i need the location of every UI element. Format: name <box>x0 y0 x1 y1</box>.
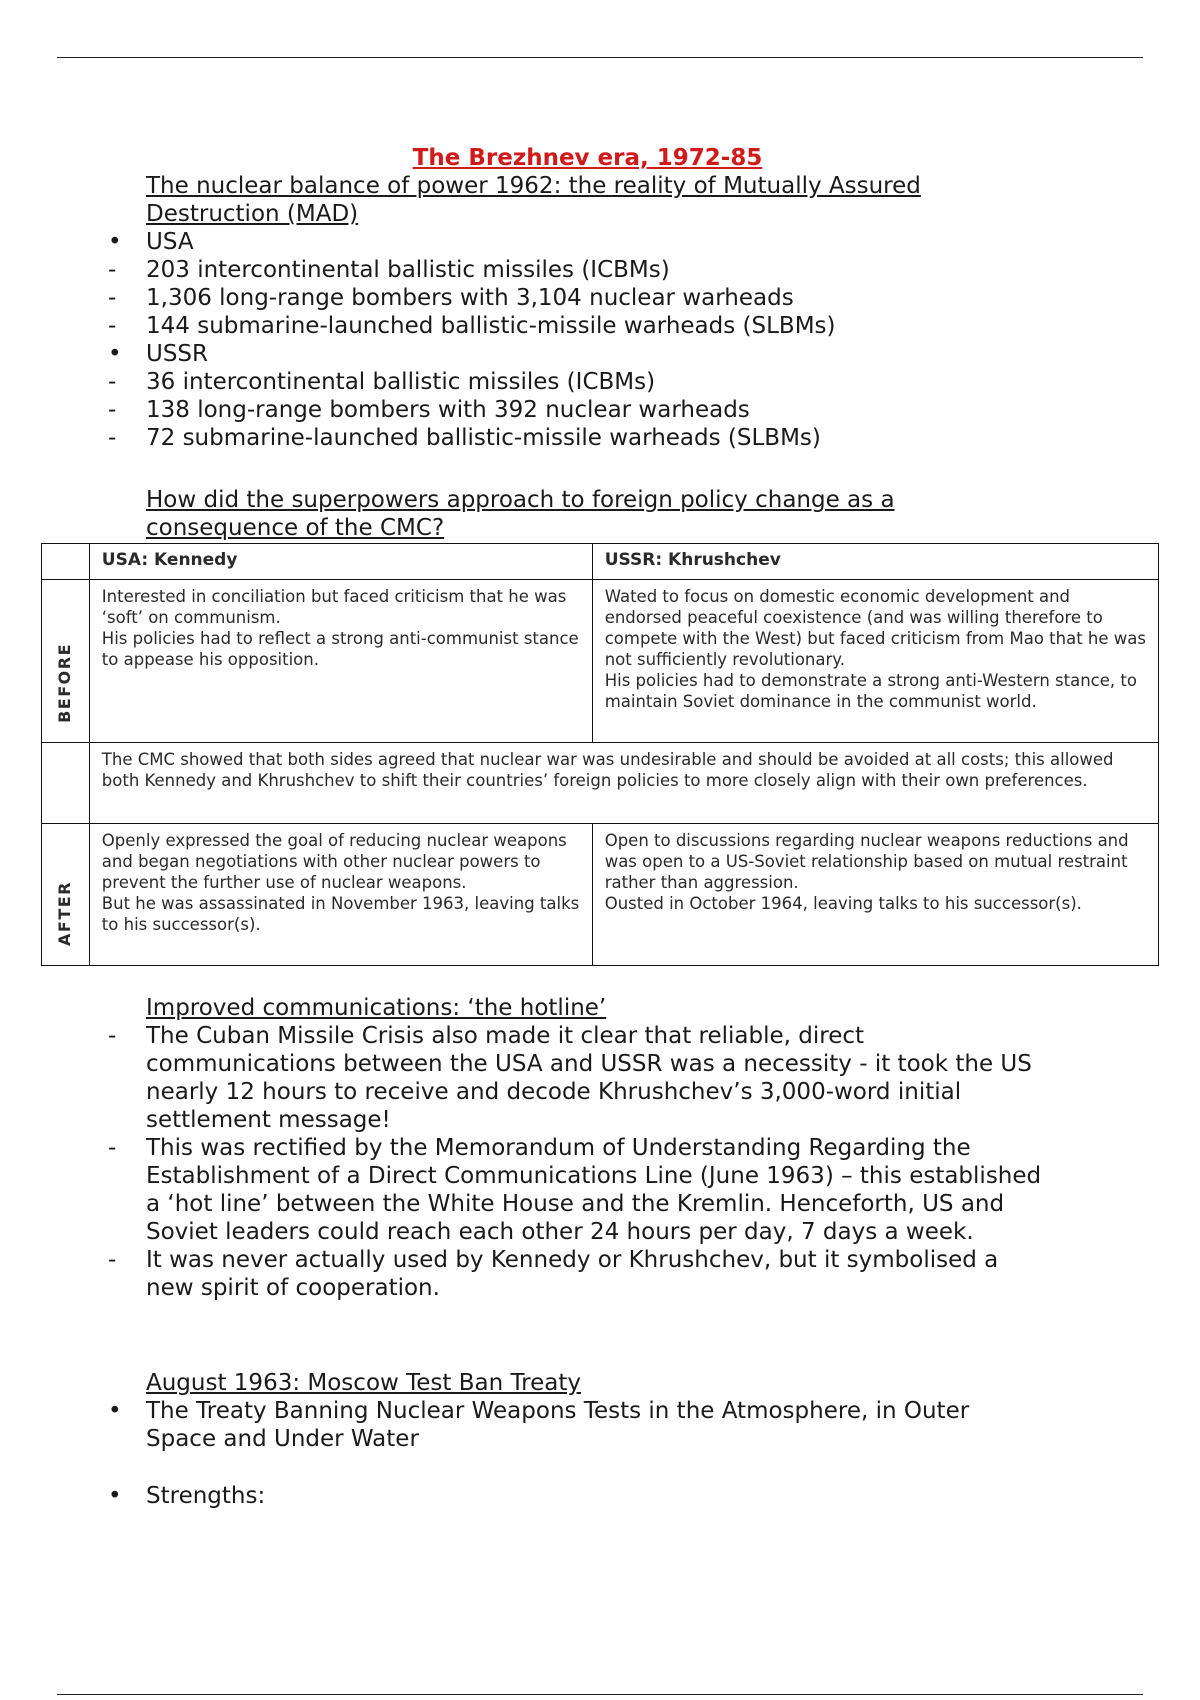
table-header-row <box>42 544 1159 580</box>
list-item-ussr: • USSR <box>108 341 209 367</box>
bullet-marker: • <box>108 229 122 255</box>
table-row-before <box>42 580 1159 743</box>
nuclear-balance-heading-line1: The nuclear balance of power 1962: the reality of Mutually Assured <box>146 173 921 199</box>
dash-marker: - <box>108 257 117 283</box>
test-ban-heading: August 1963: Moscow Test Ban Treaty <box>146 1370 581 1396</box>
list-item: - 36 intercontinental ballistic missiles (ICBMs) <box>108 369 656 395</box>
bullet-marker: • <box>108 1398 122 1424</box>
list-item: - 138 long-range bombers with 392 nuclear warheads <box>108 397 750 423</box>
table-row-after <box>42 824 1159 966</box>
list-item: - This was rectified by the Memorandum of Understanding Regarding the Establishment of a Direct Communications Line (June 1963) – this established a ‘hot line’ between the White House and the Kremlin. Henceforth, US and Soviet leaders could reach each other 24 hours per day, 7 days a week. <box>108 1135 1042 1245</box>
policy-change-heading-line2: consequence of the CMC? <box>146 515 445 541</box>
list-item: - It was never actually used by Kennedy or Khrushchev, but it symbolised a new spirit of cooperation. <box>108 1247 999 1301</box>
cell-after-ussr: Open to discussions regarding nuclear weapons reductions and was open to a US-Soviet relationship based on mutual restraint rather than aggression. Ousted in October 1964, leaving talks to his successor(s). <box>592 824 1158 966</box>
dash-marker: - <box>108 425 117 451</box>
hotline-heading: Improved communications: ‘the hotline’ <box>146 995 607 1021</box>
table-corner-cell <box>42 544 90 580</box>
dash-marker: - <box>108 1135 117 1161</box>
document-title: The Brezhnev era, 1972-85 <box>412 145 763 171</box>
list-item: - 144 submarine-launched ballistic-missile warheads (SLBMs) <box>108 313 836 339</box>
column-header-usa: USA: Kennedy <box>89 544 592 580</box>
list-item: - 1,306 long-range bombers with 3,104 nuclear warheads <box>108 285 794 311</box>
cell-before-ussr: Wated to focus on domestic economic development and endorsed peaceful coexistence (and was willing therefore to compete with the West) but faced criticism from Mao that he was not sufficiently revolutionary. His policies had to demonstrate a strong anti-Western stance, to maintain Soviet dominance in the communist world. <box>592 580 1158 743</box>
dash-marker: - <box>108 369 117 395</box>
list-item: - The Cuban Missile Crisis also made it clear that reliable, direct communications between the USA and USSR was a necessity - it took the US nearly 12 hours to receive and decode Khrushchev’s 3,000-word initial settlement message! <box>108 1023 1032 1133</box>
table-row-middle <box>42 743 1159 824</box>
list-item: - 203 intercontinental ballistic missiles (ICBMs) <box>108 257 670 283</box>
dash-marker: - <box>108 313 117 339</box>
hotline-list <box>0 1022 1100 1302</box>
bottom-rule <box>57 1694 1143 1695</box>
nuclear-balance-heading <box>146 172 1006 228</box>
dash-marker: - <box>108 1023 117 1049</box>
dash-marker: - <box>108 397 117 423</box>
top-rule <box>57 57 1143 58</box>
policy-change-heading-line1: How did the superpowers approach to foreign policy change as a <box>146 487 895 513</box>
row-label-empty <box>42 743 90 824</box>
list-item-usa: • USA <box>108 229 194 255</box>
row-label-after: AFTER <box>42 824 90 966</box>
test-ban-list <box>0 1397 1100 1453</box>
policy-change-heading <box>146 486 1006 542</box>
comparison-table <box>41 543 1159 966</box>
bullet-marker: • <box>108 341 122 367</box>
column-header-ussr: USSR: Khrushchev <box>592 544 1158 580</box>
nuclear-balance-list <box>0 228 1100 452</box>
cell-middle-summary: The CMC showed that both sides agreed that nuclear war was undesirable and should be avoided at all costs; this allowed both Kennedy and Khrushchev to shift their countries’ foreign policies to more closely align with their own preferences. <box>89 743 1158 824</box>
bullet-marker: • <box>108 1483 122 1509</box>
list-item: - 72 submarine-launched ballistic-missile warheads (SLBMs) <box>108 425 821 451</box>
list-item: • The Treaty Banning Nuclear Weapons Tests in the Atmosphere, in Outer Space and Under Water <box>108 1398 970 1452</box>
dash-marker: - <box>108 285 117 311</box>
row-label-before: BEFORE <box>42 580 90 743</box>
cell-after-usa: Openly expressed the goal of reducing nuclear weapons and began negotiations with other nuclear powers to prevent the further use of nuclear weapons. But he was assassinated in November 1963, leaving talks to his successor(s). <box>89 824 592 966</box>
dash-marker: - <box>108 1247 117 1273</box>
nuclear-balance-heading-line2: Destruction (MAD) <box>146 201 359 227</box>
test-ban-list-strengths <box>0 1482 1100 1510</box>
cell-before-usa: Interested in conciliation but faced criticism that he was ‘soft’ on communism. His policies had to reflect a strong anti-communist stance to appease his opposition. <box>89 580 592 743</box>
list-item: • Strengths: <box>108 1483 266 1509</box>
